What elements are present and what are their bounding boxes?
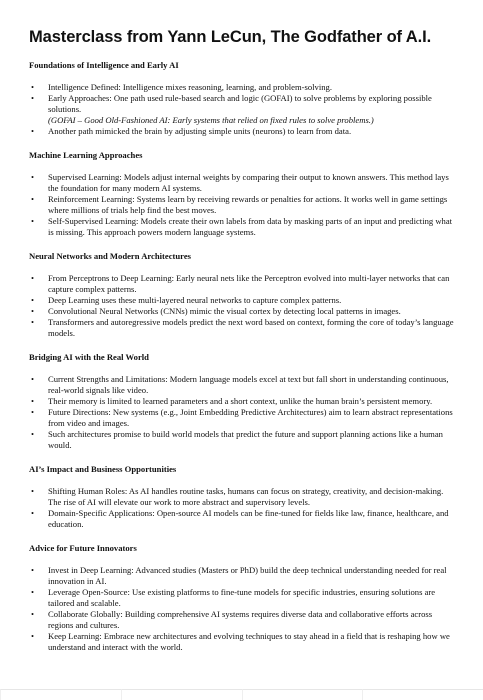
list-item-text: Their memory is limited to learned parameters and a short context, unlike the human brain’s persistent memory. (48, 396, 433, 406)
list-item (29, 508, 455, 530)
list-item-text: Future Directions: New systems (e.g., Joint Embedding Predictive Architectures) aim to learn abstract representations from video and images. (48, 407, 453, 428)
list-item (29, 609, 455, 631)
bullet-icon: • (31, 609, 35, 619)
bullet-icon: • (31, 374, 35, 384)
bullet-list (29, 374, 455, 451)
list-item-text: From Perceptrons to Deep Learning: Early neural nets like the Perceptron evolved into multi-layer networks that can capture complex patterns. (48, 273, 450, 294)
list-item-text: Self-Supervised Learning: Models create their own labels from data by masking parts of an input and predicting what is missing. This approach powers modern language systems. (48, 216, 453, 237)
list-item (29, 194, 455, 216)
bullet-icon: • (31, 317, 35, 327)
list-item-text: Leverage Open-Source: Use existing platforms to fine-tune models for specific industries, ensuring solutions are tailored and scalable. (48, 587, 436, 608)
list-item (29, 93, 455, 126)
bullet-icon: • (31, 306, 35, 316)
bullet-icon: • (31, 194, 35, 204)
list-item-text: Early Approaches: One path used rule-based search and logic (GOFAI) to solve problems by exploring possible solutions. (48, 93, 432, 114)
list-item-text: Current Strengths and Limitations: Modern language models excel at text but fall short in understanding continuous, real-world signals like video. (48, 374, 449, 395)
list-item-text: Such architectures promise to build world models that predict the future and support planning actions like a human would. (48, 429, 443, 450)
section-heading: Machine Learning Approaches (29, 150, 143, 160)
list-item-text: Deep Learning uses these multi-layered neural networks to capture complex patterns. (48, 295, 342, 305)
bullet-icon: • (31, 82, 35, 92)
section-heading: Foundations of Intelligence and Early AI (29, 60, 179, 70)
list-item-text: Convolutional Neural Networks (CNNs) mimic the visual cortex by detecting local patterns in images. (48, 306, 401, 316)
bullet-list (29, 273, 455, 339)
bullet-icon: • (31, 172, 35, 182)
list-item (29, 295, 455, 306)
document-body (29, 60, 455, 653)
list-item (29, 396, 455, 407)
list-item (29, 565, 455, 587)
list-item-text: Collaborate Globally: Building comprehensive AI systems requires diverse data and collaborative efforts across regions and cultures. (48, 609, 433, 630)
bullet-icon: • (31, 587, 35, 597)
bullet-icon: • (31, 508, 35, 518)
list-item-text: Shifting Human Roles: As AI handles routine tasks, humans can focus on strategy, creativity, and decision-making. The rise of AI will elevate our work to more abstract and supervisory levels. (48, 486, 444, 507)
bullet-icon: • (31, 295, 35, 305)
list-item (29, 306, 455, 317)
bullet-icon: • (31, 273, 35, 283)
list-item (29, 429, 455, 451)
section-heading: Neural Networks and Modern Architectures (29, 251, 191, 261)
list-item-note: (GOFAI – Good Old-Fashioned AI: Early systems that relied on fixed rules to solve problems.) (48, 115, 374, 125)
list-item-text: Invest in Deep Learning: Advanced studies (Masters or PhD) build the deep technical understanding needed for real innovation in AI. (48, 565, 447, 586)
bullet-icon: • (31, 396, 35, 406)
list-item-text: Keep Learning: Embrace new architectures and evolving techniques to stay ahead in a field that is reshaping how we understand and interact with the world. (48, 631, 450, 652)
bullet-list (29, 486, 455, 530)
bullet-icon: • (31, 429, 35, 439)
bullet-icon: • (31, 407, 35, 417)
bullet-icon: • (31, 486, 35, 496)
bullet-icon: • (31, 631, 35, 641)
section-heading: Bridging AI with the Real World (29, 352, 149, 362)
bullet-icon: • (31, 565, 35, 575)
document-title: Masterclass from Yann LeCun, The Godfather of A.I. (29, 28, 432, 46)
bullet-icon: • (31, 93, 35, 103)
bullet-list (29, 82, 455, 137)
bullet-list (29, 565, 455, 653)
section-heading: Advice for Future Innovators (29, 543, 137, 553)
list-item (29, 273, 455, 295)
list-item (29, 172, 455, 194)
list-item (29, 126, 455, 137)
list-item-text: Another path mimicked the brain by adjusting simple units (neurons) to learn from data. (48, 126, 352, 136)
list-item-text: Intelligence Defined: Intelligence mixes reasoning, learning, and problem-solving. (48, 82, 332, 92)
list-item-text: Transformers and autoregressive models predict the next word based on context, forming the core of today’s language models. (48, 317, 454, 338)
list-item-text: Reinforcement Learning: Systems learn by receiving rewards or penalties for actions. It works well in game settings where millions of trials help find the best moves. (48, 194, 448, 215)
list-item (29, 407, 455, 429)
bullet-icon: • (31, 126, 35, 136)
list-item (29, 486, 455, 508)
list-item (29, 82, 455, 93)
page-footer-divider (0, 689, 483, 700)
list-item-text: Domain-Specific Applications: Open-source AI models can be fine-tuned for fields like law, finance, healthcare, and education. (48, 508, 449, 529)
bullet-list (29, 172, 455, 238)
bullet-icon: • (31, 216, 35, 226)
section-heading: AI’s Impact and Business Opportunities (29, 464, 177, 474)
list-item (29, 317, 455, 339)
list-item-text: Supervised Learning: Models adjust internal weights by comparing their output to known answers. This method lays the foundation for many modern AI systems. (48, 172, 449, 193)
list-item (29, 631, 455, 653)
list-item (29, 216, 455, 238)
list-item (29, 374, 455, 396)
list-item (29, 587, 455, 609)
